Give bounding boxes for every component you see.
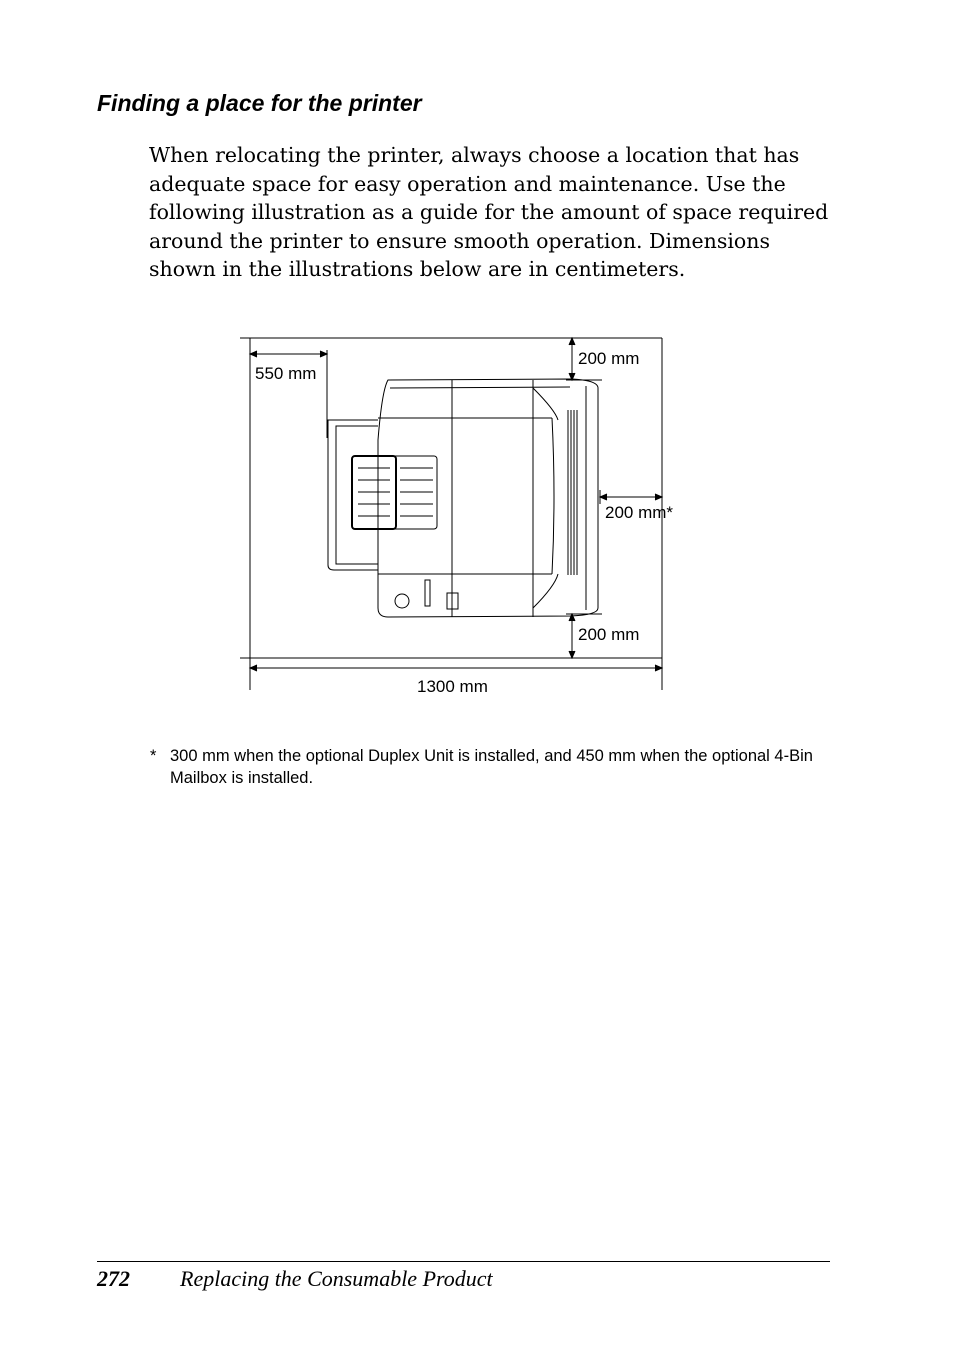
page-number: 272 — [97, 1266, 130, 1291]
label-left-clearance: 550 mm — [255, 364, 317, 383]
dimension-width-arrow — [250, 665, 662, 671]
label-bottom-clearance: 200 mm — [578, 625, 640, 644]
intro-paragraph: When relocating the printer, always choose a location that has adequate space for easy operation and maintenance. Use the following illustration as a guide for the amount of space required around the printer to ensure smooth operation. Dimensions shown in the illustrations below are in centimeters. — [149, 143, 829, 282]
footer-divider — [97, 1261, 830, 1262]
printer-clearance-figure — [230, 330, 700, 700]
label-total-width: 1300 mm — [417, 677, 488, 696]
label-top-clearance: 200 mm — [578, 349, 640, 368]
chapter-title: Replacing the Consumable Product — [180, 1266, 493, 1291]
footnote-mark: * — [150, 747, 157, 765]
printer-illustration — [328, 379, 598, 617]
label-right-clearance: 200 mm* — [605, 503, 674, 522]
section-heading: Finding a place for the printer — [97, 90, 422, 116]
dimension-right-arrow — [600, 490, 662, 504]
footnote-text: 300 mm when the optional Duplex Unit is installed, and 450 mm when the optional 4-Bin Mailbox is installed. — [170, 747, 813, 787]
